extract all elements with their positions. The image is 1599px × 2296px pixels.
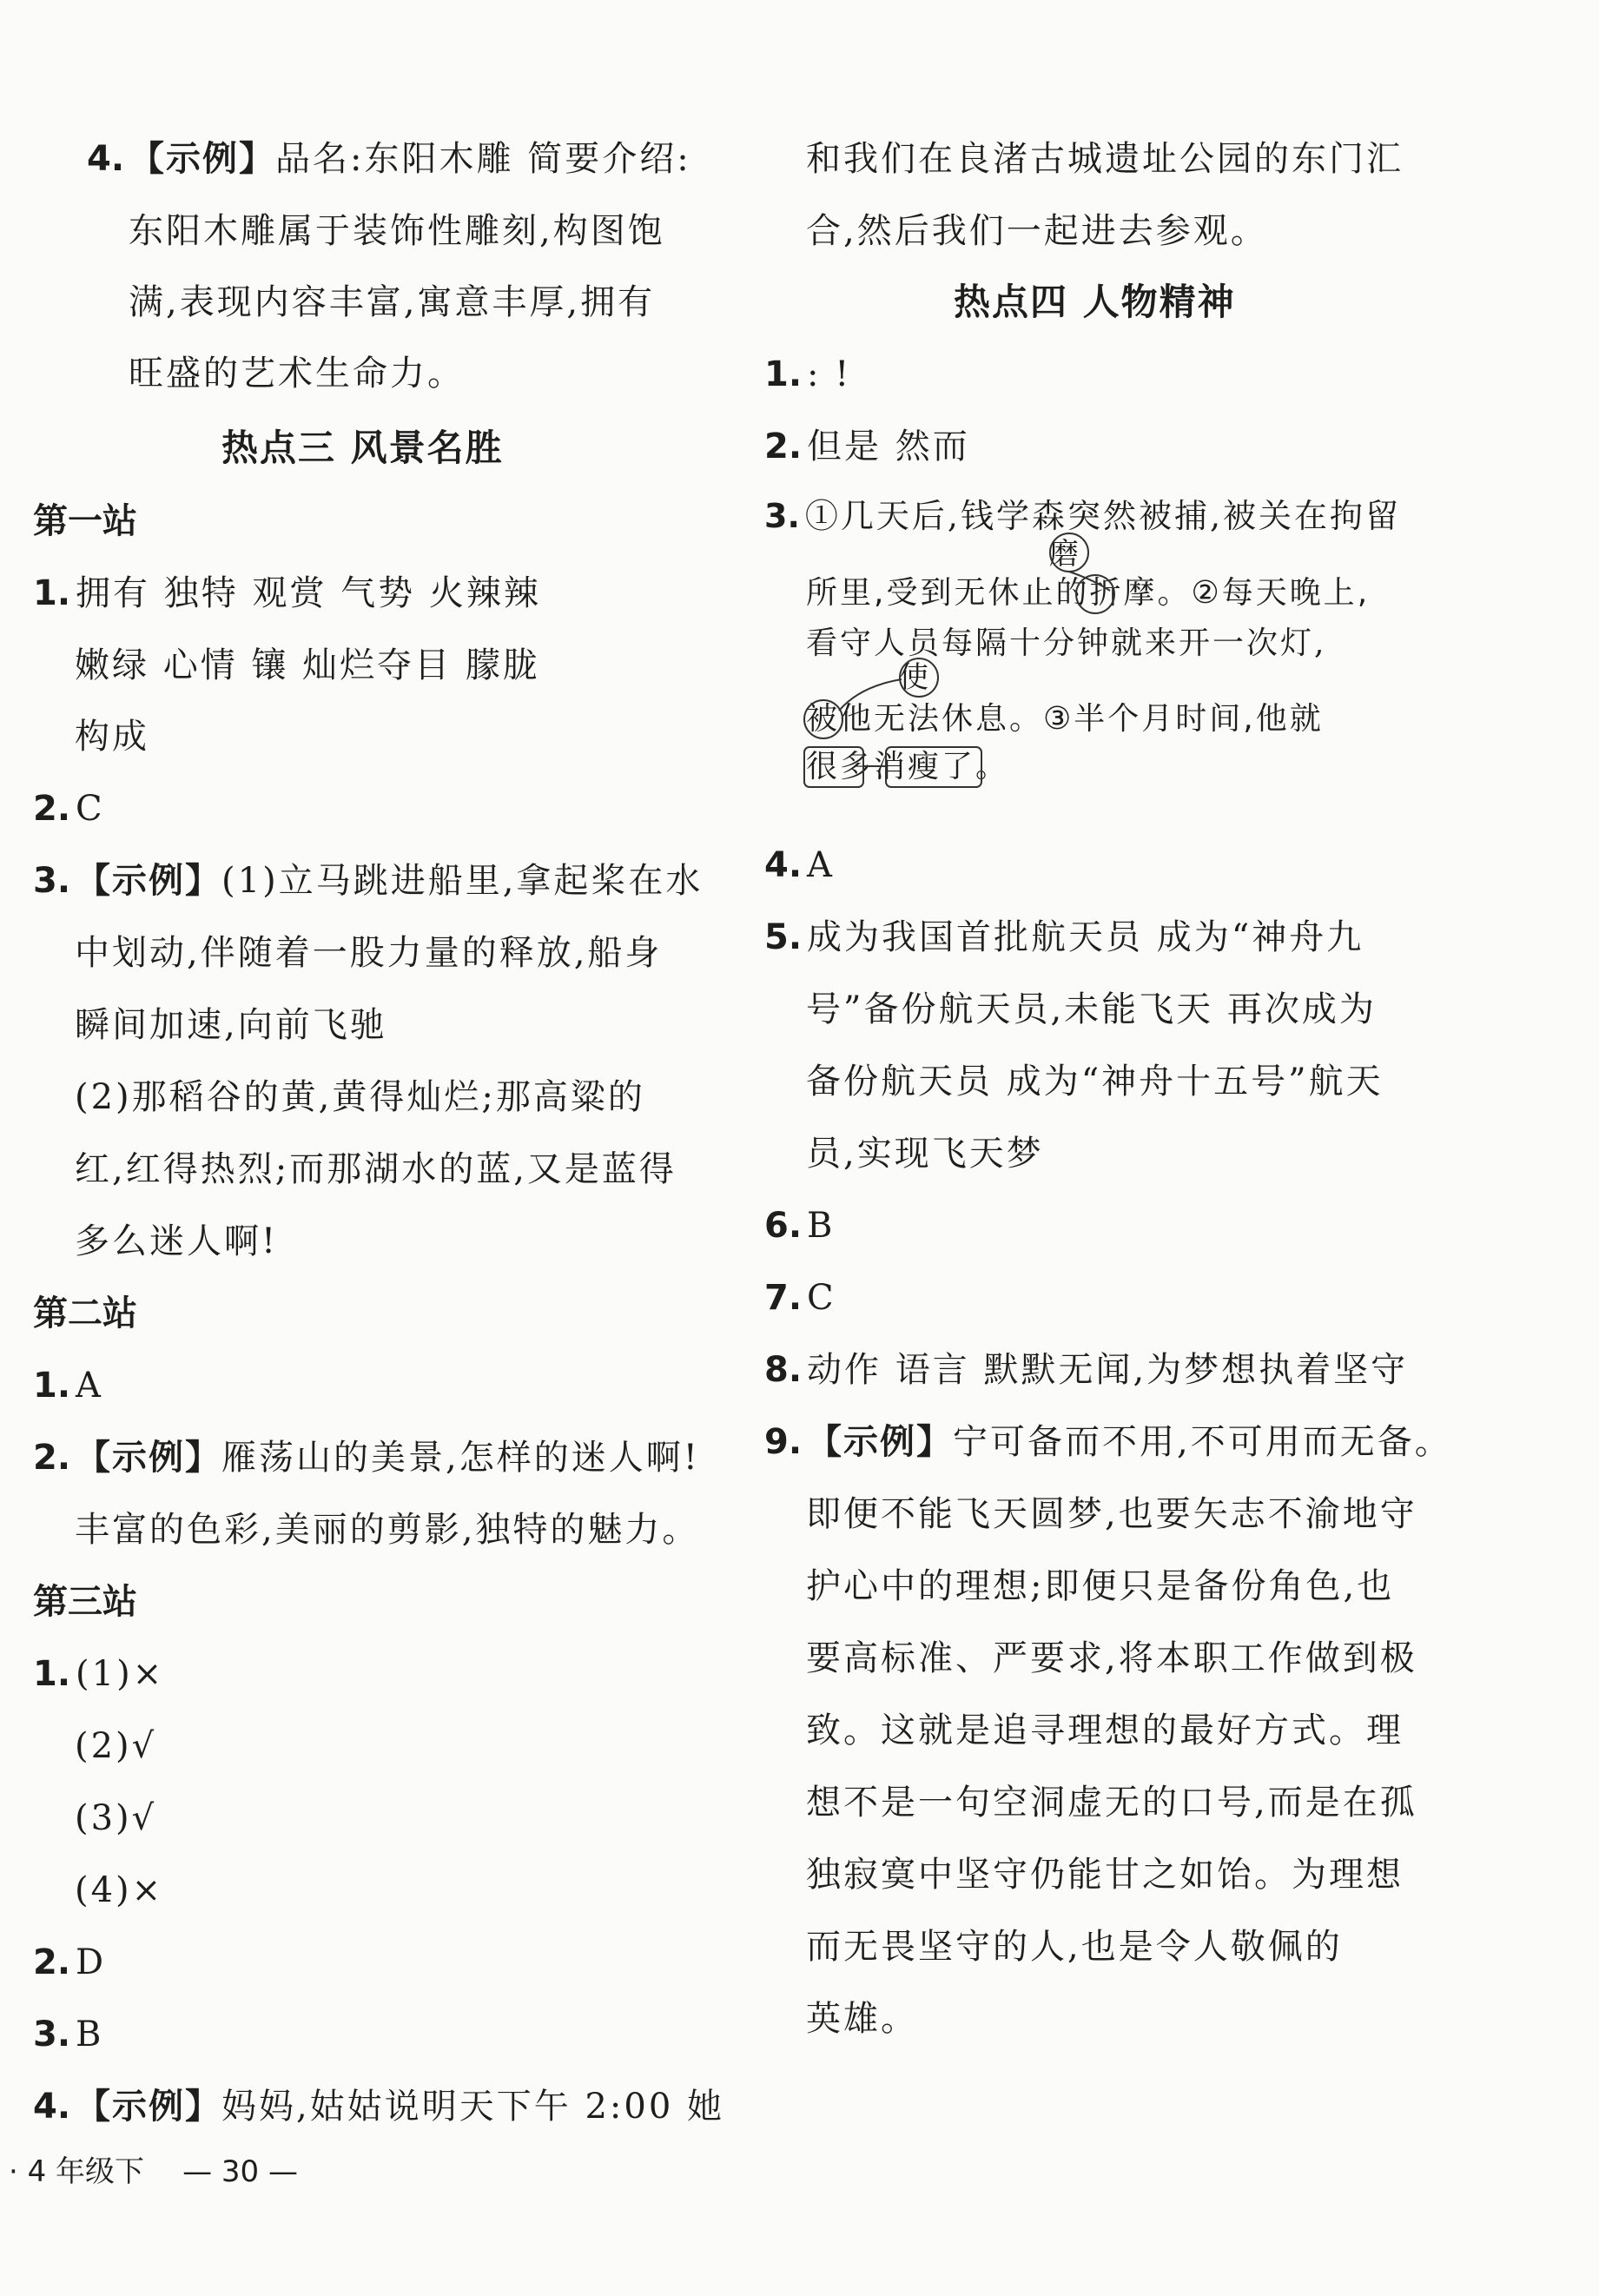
r-answer-8: 8. 动作 语言 默默无闻,为梦想执着坚守 [764, 1350, 1409, 1390]
boxed-text-1: 很多 [806, 749, 875, 784]
r-answer-9-line-5: 致。这就是追寻理想的最好方式。理 [806, 1710, 1404, 1750]
answer-4-line-4: 旺盛的艺术生命力。 [129, 354, 465, 394]
r-answer-7: 7. C [764, 1278, 836, 1318]
s1-answer-3-line-6: 多么迷人啊! [75, 1221, 279, 1261]
answer-4-line-1: 4. 【示例】品名:东阳木雕 简要介绍: [87, 138, 691, 179]
s3-answer-1-item-1: 1. (1)× [33, 1654, 165, 1694]
page-footer [9, 2153, 298, 2191]
s1-answer-3-line-1: 3. 【示例】(1)立马跳进船里,拿起桨在水 [33, 860, 704, 901]
answer-4-line-2: 东阳木雕属于装饰性雕刻,构图饱 [129, 211, 665, 251]
corrected-char: 摩 [1123, 575, 1158, 611]
r-answer-9-line-4: 要高标准、严要求,将本职工作做到极 [806, 1638, 1417, 1678]
r-answer-9-line-9: 英雄。 [806, 1999, 918, 2039]
r-answer-9-line-3: 护心中的理想;即便只是备份角色,也 [806, 1566, 1395, 1606]
r-answer-5-line-4: 员,实现飞天梦 [806, 1134, 1044, 1174]
r-answer-1: 1. : ! [764, 354, 852, 394]
s3-answer-2: 2. D [33, 1942, 107, 1982]
station-2-title: 第二站 [33, 1294, 137, 1333]
r-answer-9-line-6: 想不是一句空洞虚无的口号,而是在孤 [806, 1783, 1417, 1823]
station-3-title: 第三站 [33, 1582, 137, 1622]
grade-label: · 4 年级下 [9, 2154, 145, 2189]
s1-answer-3-line-2: 中划动,伴随着一股力量的释放,船身 [75, 933, 663, 973]
continued-line-1: 和我们在良渚古城遗址公园的东门汇 [806, 139, 1404, 179]
s1-answer-3-line-3: 瞬间加速,向前飞驰 [75, 1005, 387, 1045]
r-answer-6: 6. B [764, 1206, 836, 1246]
s1-answer-3-line-5: 红,红得热烈;而那湖水的蓝,又是蓝得 [75, 1149, 677, 1189]
station-1-title: 第一站 [33, 501, 137, 541]
s3-answer-3: 3. B [33, 2015, 104, 2054]
continued-line-2: 合,然后我们一起进去参观。 [806, 211, 1268, 251]
r-answer-5-line-1: 5. 成为我国首批航天员 成为“神舟九 [764, 917, 1364, 957]
s3-answer-4-line-1: 4. 【示例】妈妈,姑姑说明天下午 2:00 她 [33, 2086, 724, 2127]
insert-char-1: 磨 [1049, 537, 1081, 572]
r-answer-3-line-2: 所里,受到无休止的折摩。②每天晚上, [806, 575, 1371, 611]
answer-4-line-3: 满,表现内容丰富,寓意丰厚,拥有 [129, 282, 656, 322]
circled-char: 被 [806, 701, 841, 737]
s2-answer-1: 1. A [33, 1366, 103, 1406]
page-number: — 30 — [182, 2154, 298, 2189]
s3-answer-1-item-2: (2)√ [75, 1726, 157, 1766]
r-answer-9-line-7: 独寂寞中坚守仍能甘之如饴。为理想 [806, 1855, 1404, 1895]
r-answer-3-line-3: 看守人员每隔十分钟就来开一次灯, [806, 625, 1327, 661]
boxed-text-2: 消瘦了 [874, 749, 976, 784]
s1-answer-1-line-1: 1. 拥有 独特 观赏 气势 火辣辣 [33, 573, 541, 613]
r-answer-4: 4. A [764, 845, 835, 885]
s1-answer-3-line-4: (2)那稻谷的黄,黄得灿烂;那高粱的 [75, 1077, 645, 1117]
r-answer-9-line-2: 即便不能飞天圆梦,也要矢志不渝地守 [806, 1494, 1417, 1534]
r-answer-9-line-1: 9. 【示例】宁可备而不用,不可用而无备。 [764, 1421, 1452, 1462]
s1-answer-1-line-2: 嫩绿 心情 镶 灿烂夺目 朦胧 [75, 645, 540, 685]
r-answer-3-line-5: 很多消瘦了。 [806, 749, 1010, 784]
r-answer-3-line-1: 3. ①几天后,钱学森突然被捕,被关在拘留 [764, 497, 1402, 535]
insert-char-2: 使 [899, 660, 931, 695]
s3-answer-1-item-3: (3)√ [75, 1798, 157, 1838]
s1-answer-1-line-3: 构成 [75, 717, 149, 757]
s2-answer-2-line-1: 2. 【示例】雁荡山的美景,怎样的迷人啊! [33, 1437, 700, 1478]
hot-topic-3-title: 热点三 风景名胜 [221, 427, 504, 469]
s2-answer-2-line-2: 丰富的色彩,美丽的剪影,独特的魅力。 [75, 1510, 700, 1550]
s3-answer-1-item-4: (4)× [75, 1870, 164, 1910]
hot-topic-4-title: 热点四 人物精神 [954, 281, 1236, 323]
r-answer-9-line-8: 而无畏坚守的人,也是令人敬佩的 [806, 1927, 1343, 1967]
r-answer-3-line-4: 被他无法休息。③半个月时间,他就 [806, 701, 1324, 737]
r-answer-2: 2. 但是 然而 [764, 427, 970, 466]
s1-answer-2: 2. C [33, 789, 105, 829]
r-answer-5-line-2: 号”备份航天员,未能飞天 再次成为 [806, 989, 1377, 1029]
r-answer-5-line-3: 备份航天员 成为“神舟十五号”航天 [806, 1062, 1384, 1102]
